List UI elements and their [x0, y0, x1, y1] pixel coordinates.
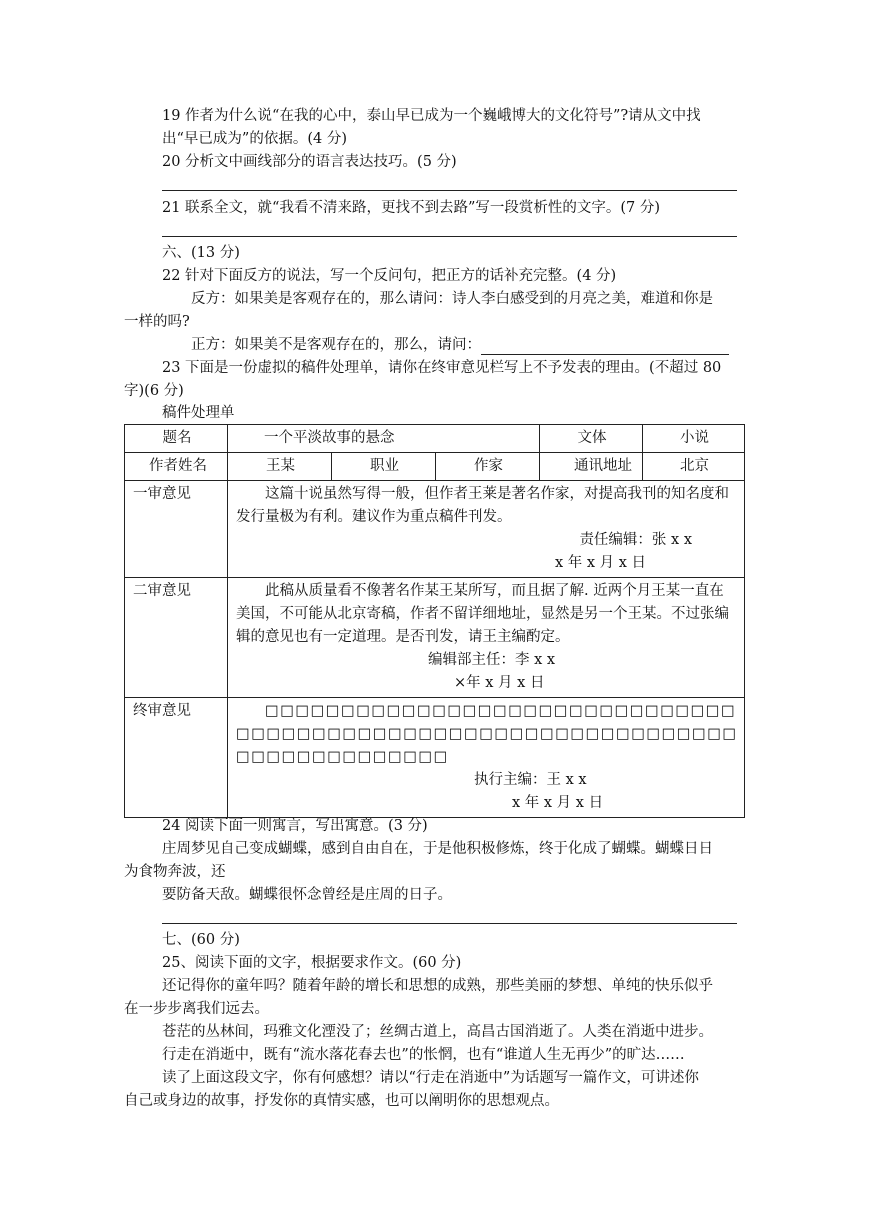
- q25-line6: 自己或身边的故事，抒发你的真情实感，也可以阐明你的思想观点。: [124, 1093, 559, 1109]
- form-title: 稿件处理单: [162, 405, 235, 421]
- q24-para-line1: 庄周梦见自己变成蝴蝶，感到自由自在，于是他积极修炼，终于化成了蝴蝶。蝴蝶日日: [162, 841, 713, 857]
- review2-label: 二审意见: [125, 578, 228, 698]
- title-value: 一个平淡故事的悬念: [228, 425, 540, 453]
- section-7-heading: 七、(60 分): [162, 932, 240, 948]
- q22-con-line1: 反方：如果美是客观存在的，那么请问：诗人李白感受到的月亮之美，难道和你是: [191, 291, 713, 307]
- q25-line5: 读了上面这段文字，你有何感想？请以“行走在消逝中”为话题写一篇作文，可讲述你: [162, 1070, 699, 1086]
- final-review-signature: 执行主编：王 x x: [474, 772, 587, 788]
- q21-prompt: 21 联系全文，就“我看不清来路，更找不到去路”写一段赏析性的文字。(7 分): [162, 200, 661, 216]
- genre-value: 小说: [643, 425, 745, 453]
- q23-line1: 23 下面是一份虚拟的稿件处理单，请你在终审意见栏写上不予发表的理由。(不超过 80: [162, 360, 722, 376]
- table-row: [125, 481, 745, 578]
- address-value: 北京: [643, 453, 745, 481]
- q23-line2: 字)(6 分): [124, 383, 184, 399]
- q22-pro-text: 正方：如果美不是客观存在的，那么，请问：: [191, 337, 481, 353]
- job-value: 作家: [436, 453, 540, 481]
- table-row: [125, 578, 745, 698]
- review2-signature: 编辑部主任：李 x x: [428, 652, 556, 668]
- q20-prompt: 20 分析文中画线部分的语言表达技巧。(5 分): [162, 154, 457, 170]
- review1-label: 一审意见: [125, 481, 228, 578]
- genre-label: 文体: [540, 425, 643, 453]
- review1-signature: 责任编辑：张 x x: [579, 532, 693, 548]
- q22-answer-blank[interactable]: [481, 338, 729, 355]
- author-value: 王某: [228, 453, 332, 481]
- q24-para-line2: 为食物奔波，还: [124, 864, 226, 880]
- q19-line1: 19 作者为什么说“在我的心中，泰山早已成为一个巍峨博大的文化符号”?请从文中找: [162, 108, 701, 124]
- title-label: 题名: [125, 425, 228, 453]
- q24-para-line3: 要防备天敌。蝴蝶很怀念曾经是庄周的日子。: [162, 887, 452, 903]
- q21-answer-line[interactable]: [162, 236, 737, 237]
- table-row: [125, 453, 745, 481]
- manuscript-form-table: [124, 424, 745, 818]
- author-label: 作者姓名: [125, 453, 228, 481]
- q25-prompt: 25、阅读下面的文字，根据要求作文。(60 分): [162, 955, 462, 971]
- section-6-heading: 六、(13 分): [162, 245, 240, 261]
- q24-answer-line[interactable]: [162, 923, 737, 924]
- final-review-cell[interactable]: [228, 698, 745, 818]
- q25-line3: 苍茫的丛林间，玛雅文化湮没了；丝绸古道上，高昌古国消逝了。人类在消逝中进步。: [162, 1024, 713, 1040]
- q22-prompt: 22 针对下面反方的说法，写一个反问句，把正方的话补充完整。(4 分): [162, 268, 617, 284]
- q25-line2: 在一步步离我们远去。: [124, 1001, 269, 1017]
- review1-text: 这篇十说虽然写得一般，但作者王莱是著名作家，对提高我刊的知名度和发行量极为有利。建议作为重点稿件刊发。: [236, 486, 729, 525]
- review2-cell: [228, 578, 745, 698]
- table-row: [125, 425, 745, 453]
- q25-line1: 还记得你的童年吗？随着年龄的增长和思想的成熟，那些美丽的梦想、单纯的快乐似乎: [162, 978, 713, 994]
- review1-date: x 年 x 月 x 日: [554, 555, 647, 571]
- job-label: 职业: [332, 453, 436, 481]
- review1-cell: [228, 481, 745, 578]
- address-label: 通讯地址: [540, 453, 643, 481]
- review2-text: 此稿从质量看不像著名作某王某所写，而且据了解. 近两个月王某一直在美国，不可能从北京寄稿，作者不留详细地址，显然是另一个王某。不过张编辑的意见也有一定道理。是否刊发，请王主编酌定。: [236, 583, 729, 645]
- q22-pro-line: [191, 335, 729, 355]
- final-review-date: x 年 x 月 x 日: [512, 795, 604, 811]
- review2-date: ×年 x 月 x 日: [454, 675, 545, 691]
- q19-line2: 出“早已成为”的依据。(4 分): [162, 131, 347, 147]
- final-review-label: 终审意见: [125, 698, 228, 818]
- table-row: [125, 698, 745, 818]
- final-review-answer-boxes[interactable]: □□□□□□□□□□□□□□□□□□□□□□□□□□□□□□□□□□□□□□□□□□□□□□□□□□□□□□□□□□□□□□□□□□□□□□□□□□□□□□: [236, 703, 738, 765]
- q24-prompt: 24 阅读下面一则寓言，写出寓意。(3 分): [162, 818, 428, 834]
- q22-con-line2: 一样的吗?: [124, 314, 190, 330]
- q25-line4: 行走在消逝中，既有“流水落花春去也”的怅惘，也有“谁道人生无再少”的旷达……: [162, 1047, 685, 1063]
- q20-answer-line[interactable]: [162, 190, 737, 191]
